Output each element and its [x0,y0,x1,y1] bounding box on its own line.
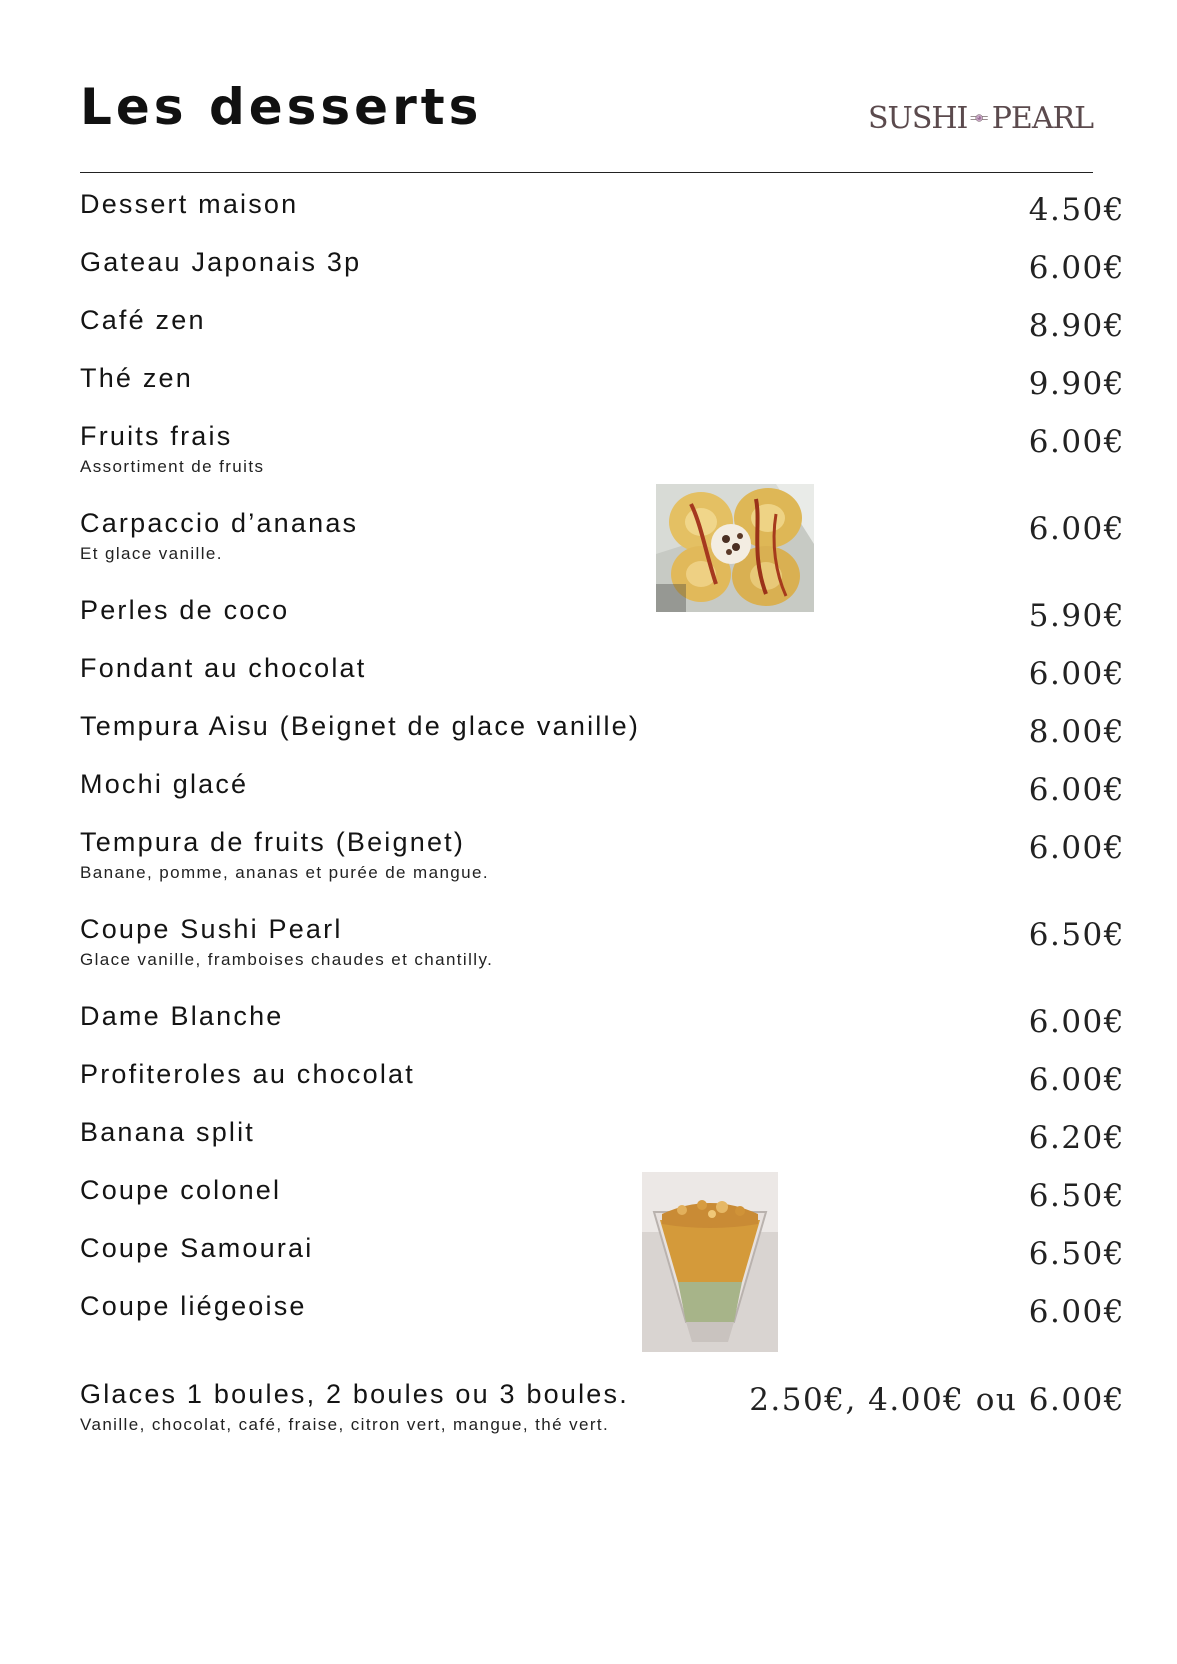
item-price: 6.00€ [1028,1004,1125,1040]
menu-item-profiteroles [80,1058,1125,1098]
menu-item-tempura-aisu [80,710,1125,750]
menu-item-dessert-maison [80,188,1125,228]
item-name: Coupe Sushi Pearl [80,914,343,944]
menu-item-cafe-zen [80,304,1125,344]
item-price: 6.00€ [1028,250,1125,286]
menu-item-dame-blanche [80,1000,1125,1040]
item-name: Coupe colonel [80,1175,282,1205]
item-description: Assortiment de fruits [80,457,265,476]
item-price: 4.50€ [1028,192,1125,228]
menu-item-gateau-japonais [80,246,1125,286]
item-price: 6.00€ [1028,772,1125,808]
item-description: Glace vanille, framboises chaudes et chantilly. [80,950,494,969]
item-name: Mochi glacé [80,769,249,799]
item-name: Fondant au chocolat [80,653,367,683]
title-divider [80,172,1093,173]
item-name: Carpaccio d’ananas [80,508,359,538]
item-price: 6.50€ [1028,1236,1125,1272]
item-price: 6.00€ [1028,424,1125,460]
item-name: Gateau Japonais 3p [80,247,362,277]
item-price: 6.00€ [1028,1294,1125,1330]
menu-item-the-zen [80,362,1125,402]
item-price: 6.50€ [1028,1178,1125,1214]
menu-item-glaces [80,1378,1125,1436]
item-price: 5.90€ [1028,598,1125,634]
item-price: 6.00€ [1028,511,1125,547]
carpaccio-ananas-photo [656,484,814,612]
menu-item-carpaccio-ananas [80,507,1125,565]
item-name: Tempura Aisu (Beignet de glace vanille) [80,711,641,741]
pearl-chopsticks-icon [970,98,988,138]
menu-item-tempura-fruits [80,826,1125,884]
item-name: Fruits frais [80,421,233,451]
logo-text-pearl: PEARL [991,100,1093,136]
item-name: Thé zen [80,363,193,393]
menu-item-coupe-liegeoise [80,1290,1125,1330]
item-name: Dessert maison [80,189,299,219]
item-price: 6.00€ [1028,656,1125,692]
item-name: Glaces 1 boules, 2 boules ou 3 boules. [80,1379,629,1409]
item-name: Dame Blanche [80,1001,284,1031]
menu-item-coupe-samourai [80,1232,1125,1272]
item-name: Coupe liégeoise [80,1291,307,1321]
item-name: Perles de coco [80,595,290,625]
item-description: Vanille, chocolat, café, fraise, citron vert, mangue, thé vert. [80,1415,610,1434]
item-name: Banana split [80,1117,256,1147]
item-description: Et glace vanille. [80,544,223,563]
menu-item-mochi-glace [80,768,1125,808]
item-name: Profiteroles au chocolat [80,1059,415,1089]
item-name: Café zen [80,305,206,335]
item-name: Tempura de fruits (Beignet) [80,827,466,857]
item-price: 6.20€ [1028,1120,1125,1156]
item-price: 6.00€ [1028,830,1125,866]
menu-item-fruits-frais [80,420,1125,478]
item-price: 6.00€ [1028,1062,1125,1098]
item-price: 8.90€ [1028,308,1125,344]
menu-item-fondant-chocolat [80,652,1125,692]
item-price: 2.50€, 4.00€ ou 6.00€ [749,1382,1125,1418]
menu-item-coupe-sushi-pearl [80,913,1125,971]
item-price: 6.50€ [1028,917,1125,953]
menu-item-banana-split [80,1116,1125,1156]
item-price: 9.90€ [1028,366,1125,402]
menu-item-coupe-colonel [80,1174,1125,1214]
item-name: Coupe Samourai [80,1233,314,1263]
sushi-pearl-logo [868,96,1093,140]
page-title: Les desserts [80,78,483,136]
coupe-dessert-photo [642,1172,778,1352]
item-description: Banane, pomme, ananas et purée de mangue. [80,863,489,882]
logo-text-sushi: SUSHI [868,100,968,136]
item-price: 8.00€ [1028,714,1125,750]
menu-item-perles-de-coco [80,594,1125,634]
